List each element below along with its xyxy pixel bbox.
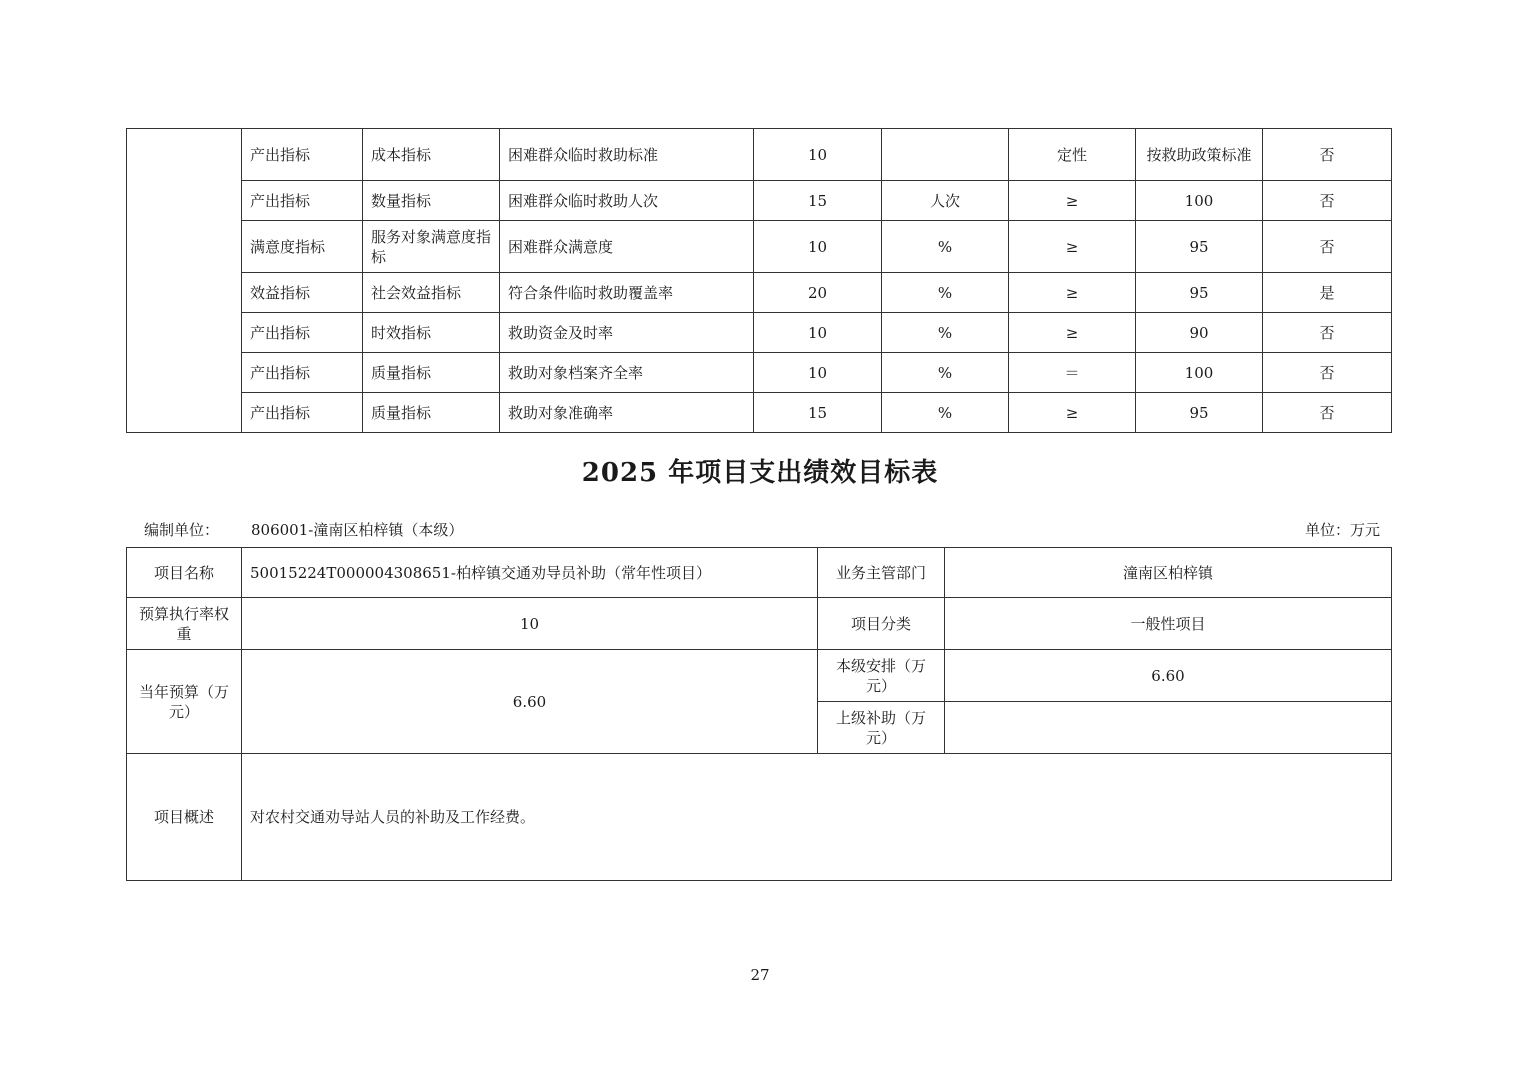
indicator-target: 100 bbox=[1136, 353, 1263, 393]
table-row bbox=[127, 393, 1392, 433]
overview-value: 对农村交通劝导站人员的补助及工作经费。 bbox=[242, 754, 1392, 881]
indicator-target: 按救助政策标准 bbox=[1136, 129, 1263, 181]
compiling-unit-label: 编制单位： bbox=[144, 521, 220, 539]
first-level-indicator: 产出指标 bbox=[242, 313, 363, 353]
annual-budget-value: 6.60 bbox=[242, 650, 818, 754]
execution-rate-label: 预算执行率权重 bbox=[127, 598, 242, 650]
table-row bbox=[127, 221, 1392, 273]
table-row bbox=[127, 273, 1392, 313]
core-indicator-flag: 否 bbox=[1263, 129, 1392, 181]
execution-rate-value: 10 bbox=[242, 598, 818, 650]
indicator-weight: 10 bbox=[754, 129, 882, 181]
table-row bbox=[127, 181, 1392, 221]
core-indicator-flag: 否 bbox=[1263, 181, 1392, 221]
execution-rate-row bbox=[127, 598, 1392, 650]
second-level-indicator: 成本指标 bbox=[363, 129, 500, 181]
core-indicator-flag: 否 bbox=[1263, 313, 1392, 353]
first-level-indicator: 效益指标 bbox=[242, 273, 363, 313]
indicator-symbol: 定性 bbox=[1009, 129, 1136, 181]
page-title: 2025 年项目支出绩效目标表 bbox=[581, 458, 939, 488]
annual-budget-label: 当年预算（万元） bbox=[127, 650, 242, 754]
core-indicator-flag: 否 bbox=[1263, 353, 1392, 393]
core-indicator-flag: 否 bbox=[1263, 393, 1392, 433]
indicator-weight: 15 bbox=[754, 181, 882, 221]
indicator-name: 困难群众满意度 bbox=[500, 221, 754, 273]
department-label: 业务主管部门 bbox=[818, 548, 945, 598]
indicator-name: 救助对象档案齐全率 bbox=[500, 353, 754, 393]
project-name-value: 50015224T000004308651-柏梓镇交通劝导员补助（常年性项目） bbox=[242, 548, 818, 598]
indicator-unit: % bbox=[882, 313, 1009, 353]
upper-subsidy-label: 上级补助（万元） bbox=[818, 702, 945, 754]
indicator-symbol: ＝ bbox=[1009, 353, 1136, 393]
indicator-symbol: ≥ bbox=[1009, 393, 1136, 433]
page-number: 27 bbox=[750, 966, 770, 984]
indicator-unit: % bbox=[882, 273, 1009, 313]
indicator-unit: % bbox=[882, 353, 1009, 393]
project-table bbox=[126, 547, 1392, 881]
merged-blank-cell bbox=[127, 129, 242, 433]
project-name-label: 项目名称 bbox=[127, 548, 242, 598]
second-level-indicator: 质量指标 bbox=[363, 353, 500, 393]
first-level-indicator: 产出指标 bbox=[242, 129, 363, 181]
indicator-target: 90 bbox=[1136, 313, 1263, 353]
indicator-name: 救助对象准确率 bbox=[500, 393, 754, 433]
department-value: 潼南区柏梓镇 bbox=[945, 548, 1392, 598]
indicator-table bbox=[126, 128, 1392, 433]
project-category-value: 一般性项目 bbox=[945, 598, 1392, 650]
local-allocation-value: 6.60 bbox=[945, 650, 1392, 702]
overview-row bbox=[127, 754, 1392, 881]
second-level-indicator: 服务对象满意度指标 bbox=[363, 221, 500, 273]
indicator-target: 95 bbox=[1136, 393, 1263, 433]
indicator-target: 100 bbox=[1136, 181, 1263, 221]
indicator-name: 符合条件临时救助覆盖率 bbox=[500, 273, 754, 313]
table-row bbox=[127, 129, 1392, 181]
second-level-indicator: 质量指标 bbox=[363, 393, 500, 433]
indicator-target: 95 bbox=[1136, 221, 1263, 273]
indicator-weight: 10 bbox=[754, 221, 882, 273]
upper-subsidy-value bbox=[945, 702, 1392, 754]
overview-label: 项目概述 bbox=[127, 754, 242, 881]
compiling-unit-value: 806001-潼南区柏梓镇（本级） bbox=[251, 521, 464, 539]
indicator-name: 困难群众临时救助标准 bbox=[500, 129, 754, 181]
indicator-symbol: ≥ bbox=[1009, 181, 1136, 221]
first-level-indicator: 产出指标 bbox=[242, 353, 363, 393]
money-unit-label: 单位：万元 bbox=[1304, 521, 1380, 539]
indicator-symbol: ≥ bbox=[1009, 273, 1136, 313]
indicator-symbol: ≥ bbox=[1009, 313, 1136, 353]
indicator-name: 困难群众临时救助人次 bbox=[500, 181, 754, 221]
budget-row bbox=[127, 650, 1392, 702]
indicator-unit: % bbox=[882, 393, 1009, 433]
project-name-row bbox=[127, 548, 1392, 598]
project-category-label: 项目分类 bbox=[818, 598, 945, 650]
table-row bbox=[127, 313, 1392, 353]
second-level-indicator: 时效指标 bbox=[363, 313, 500, 353]
local-allocation-label: 本级安排（万元） bbox=[818, 650, 945, 702]
indicator-weight: 15 bbox=[754, 393, 882, 433]
indicator-unit: 人次 bbox=[882, 181, 1009, 221]
second-level-indicator: 社会效益指标 bbox=[363, 273, 500, 313]
indicator-table-body bbox=[127, 129, 1392, 433]
table-row bbox=[127, 353, 1392, 393]
indicator-weight: 10 bbox=[754, 353, 882, 393]
indicator-unit bbox=[882, 129, 1009, 181]
first-level-indicator: 产出指标 bbox=[242, 393, 363, 433]
first-level-indicator: 产出指标 bbox=[242, 181, 363, 221]
indicator-target: 95 bbox=[1136, 273, 1263, 313]
indicator-weight: 20 bbox=[754, 273, 882, 313]
indicator-symbol: ≥ bbox=[1009, 221, 1136, 273]
first-level-indicator: 满意度指标 bbox=[242, 221, 363, 273]
core-indicator-flag: 否 bbox=[1263, 221, 1392, 273]
core-indicator-flag: 是 bbox=[1263, 273, 1392, 313]
indicator-unit: % bbox=[882, 221, 1009, 273]
indicator-name: 救助资金及时率 bbox=[500, 313, 754, 353]
second-level-indicator: 数量指标 bbox=[363, 181, 500, 221]
indicator-weight: 10 bbox=[754, 313, 882, 353]
